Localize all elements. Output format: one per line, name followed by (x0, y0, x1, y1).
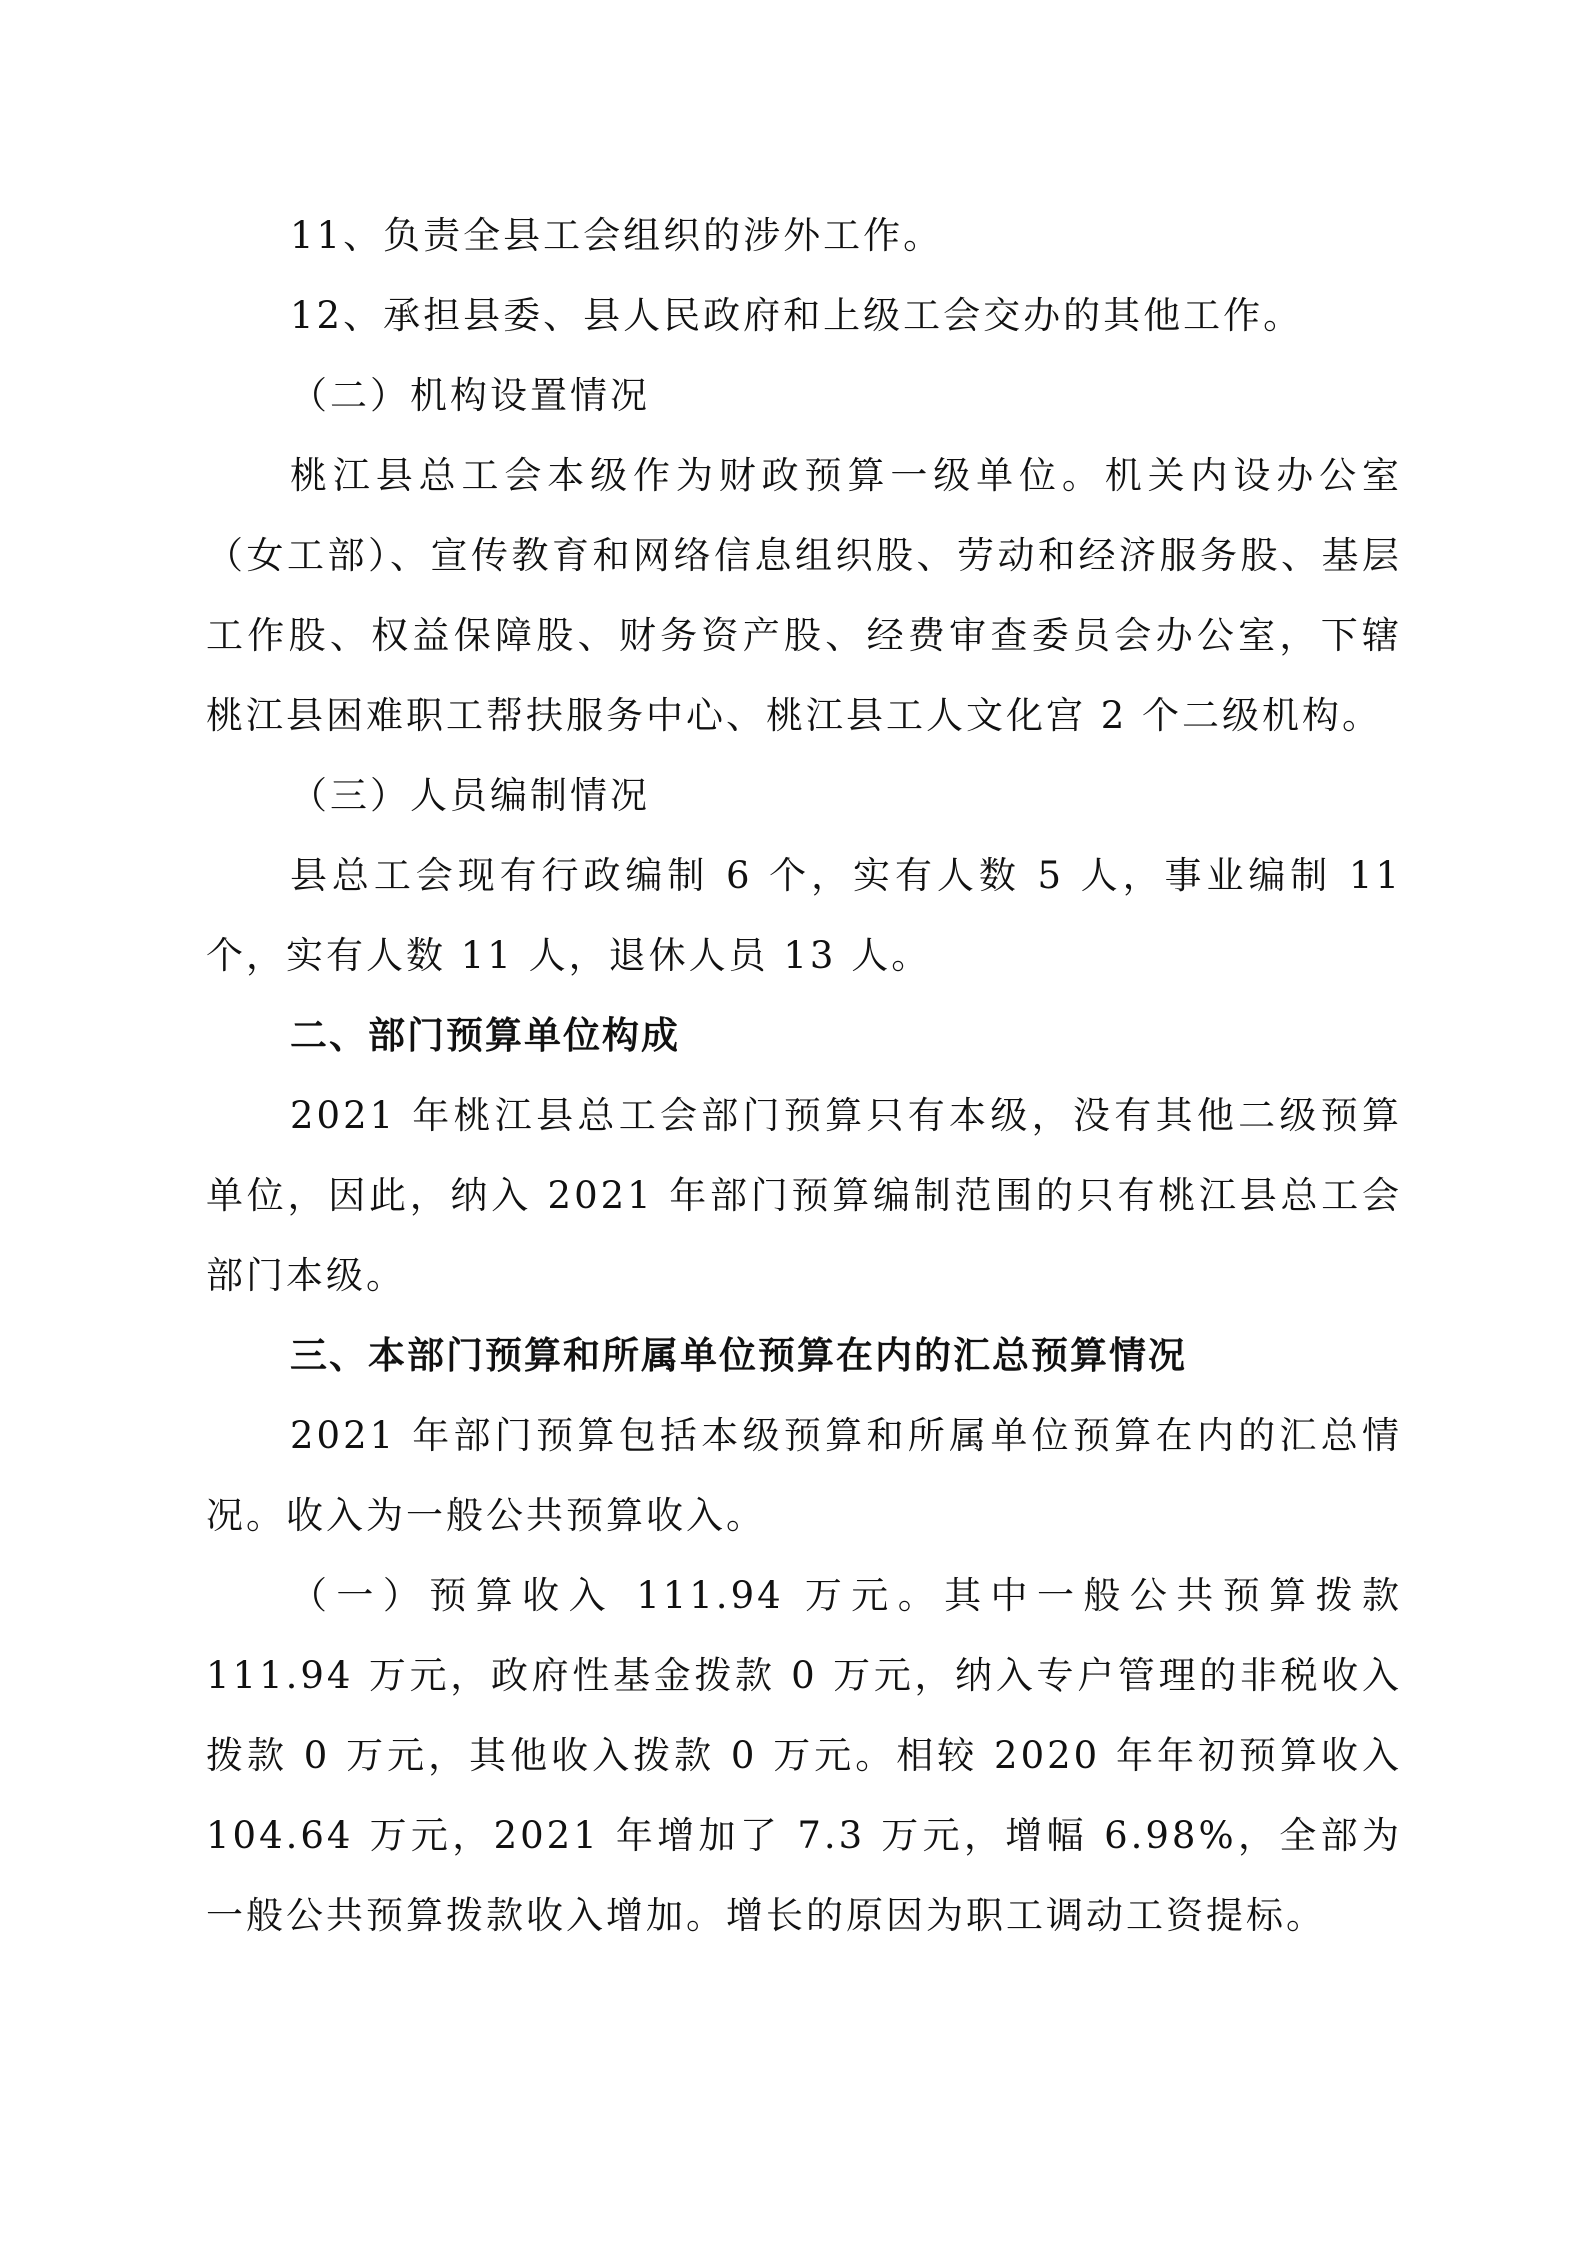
heading-summary-budget: 三、本部门预算和所属单位预算在内的汇总预算情况 (290, 1334, 1187, 1377)
duty-item-11: 11、负责全县工会组织的涉外工作。 (290, 214, 944, 257)
subheading-organization: （二）机构设置情况 (290, 374, 650, 417)
paragraph-budget-units: 2021 年桃江县总工会部门预算只有本级，没有其他二级预算单位，因此，纳入 2021 年部门预算编制范围的只有桃江县总工会部门本级。 (206, 1094, 1402, 1297)
subheading-staffing: （三）人员编制情况 (290, 774, 650, 817)
paragraph-organization: 桃江县总工会本级作为财政预算一级单位。机关内设办公室（女工部）、宣传教育和网络信息组织股、劳动和经济服务股、基层工作股、权益保障股、财务资产股、经费审查委员会办公室，下辖桃江县困难职工帮扶服务中心、桃江县工人文化宫 2 个二级机构。 (206, 454, 1402, 737)
heading-budget-units: 二、部门预算单位构成 (290, 1014, 680, 1057)
duty-item-12: 12、承担县委、县人民政府和上级工会交办的其他工作。 (290, 294, 1304, 337)
paragraph-staffing: 县总工会现有行政编制 6 个，实有人数 5 人，事业编制 11 个，实有人数 11 人，退休人员 13 人。 (206, 854, 1402, 977)
paragraph-summary-budget: 2021 年部门预算包括本级预算和所属单位预算在内的汇总情况。收入为一般公共预算收入。 (206, 1414, 1402, 1537)
paragraph-budget-income: （一）预算收入 111.94 万元。其中一般公共预算拨款 111.94 万元，政府性基金拨款 0 万元，纳入专户管理的非税收入拨款 0 万元，其他收入拨款 0 万元。相较 2020 年年初预算收入 104.64 万元，2021 年增加了 7.3 万元，增幅 6.98%，全部为一般公共预算拨款收入增加。增长的原因为职工调动工资提标。 (206, 1574, 1402, 1937)
document-body (206, 196, 1402, 1956)
